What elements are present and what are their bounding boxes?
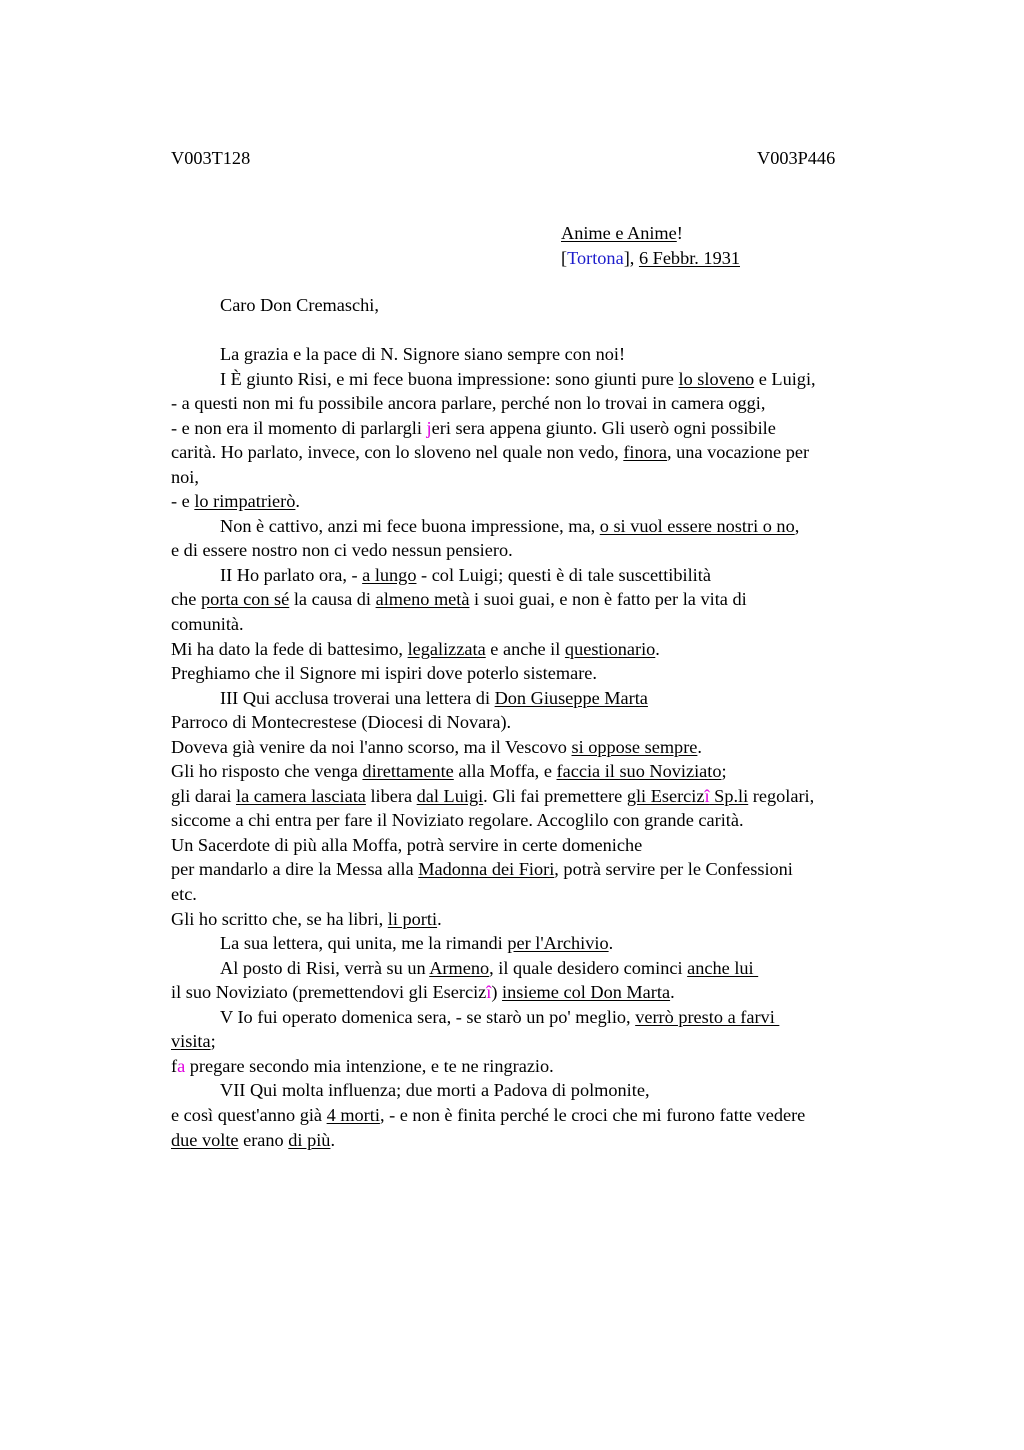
bracket-close: ],	[623, 247, 635, 268]
body-line	[171, 1128, 911, 1153]
text-run: che	[171, 589, 201, 610]
body-line	[171, 1029, 911, 1054]
text-run: ;	[721, 761, 727, 782]
underlined-phrase: almeno metà	[375, 589, 470, 610]
text-run: V Io fui operato domenica sera, - se starò un po' meglio,	[220, 1006, 636, 1027]
text-run: e di essere nostro non ci vedo nessun pensiero.	[171, 540, 513, 561]
underlined-phrase: Madonna dei Fiori	[418, 859, 555, 880]
underlined-phrase: la camera lasciata	[235, 785, 366, 806]
underlined-phrase	[627, 786, 748, 806]
text-run: gli Eserciz	[626, 785, 705, 806]
body-line	[171, 342, 911, 367]
underlined-phrase: lo sloveno	[678, 368, 755, 389]
text-run: , una vocazione per	[666, 442, 810, 463]
text-run: Gli ho risposto che venga	[171, 761, 363, 782]
text-run: etc.	[171, 884, 197, 905]
text-run: ;	[210, 1031, 216, 1052]
underlined-phrase: visita	[171, 1031, 211, 1052]
text-run: per mandarlo a dire la Messa alla	[171, 859, 419, 880]
title-line	[561, 221, 740, 246]
text-run: pregare secondo mia intenzione, e te ne ringrazio.	[185, 1055, 554, 1076]
text-run: .	[655, 638, 660, 659]
text-run: Sp.li	[709, 785, 749, 806]
body-line	[171, 759, 911, 784]
text-run: carità. Ho parlato, invece, con lo sloveno nel quale non vedo,	[171, 442, 624, 463]
body-line	[171, 489, 911, 514]
text-run: Doveva già venire da noi l'anno scorso, ma il Vescovo	[171, 736, 572, 757]
body-line	[171, 391, 911, 416]
body-line	[171, 686, 911, 711]
title-block	[561, 221, 740, 270]
underlined-phrase: a lungo	[362, 564, 417, 585]
body-line	[171, 907, 911, 932]
text-run: Preghiamo che il Signore mi ispiri dove poterlo sistemare.	[171, 663, 597, 684]
text-run: - col Luigi; questi è di tale suscettibilità	[416, 564, 711, 585]
text-run: .	[608, 933, 614, 954]
place-name: Tortona	[567, 247, 624, 268]
underlined-phrase: porta con sé	[200, 589, 290, 610]
body-line	[171, 538, 911, 563]
underlined-phrase: finora	[623, 442, 667, 463]
text-run: , - e non è finita perché le croci che mi furono fatte vedere	[379, 1104, 806, 1125]
body-line	[171, 980, 911, 1005]
text-run: I È giunto Risi, e mi fece buona impressione: sono giunti pure	[220, 368, 679, 389]
body-line	[171, 367, 911, 392]
body-line	[171, 440, 911, 465]
bracket-open: [	[561, 247, 568, 268]
document-code-left: V003T128	[171, 148, 251, 168]
letter-date: 6 Febbr. 1931	[638, 247, 740, 268]
text-run: regolari,	[748, 785, 815, 806]
text-run: noi,	[171, 466, 199, 487]
editorial-mark: î	[704, 785, 710, 806]
text-run: La sua lettera, qui unita, me la rimandi	[220, 933, 508, 954]
text-run: III Qui acclusa troverai una lettera di	[220, 687, 495, 708]
title-heading: Anime e Anime	[561, 223, 677, 243]
text-run: - a questi non mi fu possibile ancora parlare, perché non lo trovai in camera oggi,	[171, 393, 766, 414]
text-run: il suo Noviziato (premettendovi gli Eserciz	[171, 982, 487, 1003]
text-run: f	[171, 1055, 178, 1076]
body-line	[171, 637, 911, 662]
text-run: Gli ho scritto che, se ha libri,	[171, 908, 388, 929]
text-run: .	[670, 982, 675, 1003]
text-run: i suoi guai, e non è fatto per la vita di	[469, 589, 747, 610]
text-run: Al posto di Risi, verrà su un	[220, 957, 430, 978]
underlined-phrase: Armeno	[429, 957, 490, 978]
underlined-phrase: anche lui	[687, 957, 759, 978]
title-exclaim: !	[676, 223, 683, 243]
body-line	[171, 956, 911, 981]
body-line	[171, 1078, 911, 1103]
text-run: comunità.	[171, 614, 244, 635]
underlined-phrase: questionario	[564, 638, 656, 659]
text-run: , il quale desidero cominci	[489, 957, 688, 978]
text-run: .	[295, 491, 300, 512]
text-run: e Luigi,	[754, 368, 816, 389]
underlined-phrase: 4 morti	[326, 1104, 380, 1125]
body-line	[171, 661, 911, 686]
text-run: siccome a chi entra per fare il Noviziato regolare. Accoglilo con grande carità.	[171, 810, 744, 831]
underlined-phrase: di più	[288, 1129, 331, 1150]
body-line	[171, 833, 911, 858]
text-run: e così quest'anno già	[171, 1104, 327, 1125]
text-run: .	[437, 908, 442, 929]
text-run: - e	[171, 491, 195, 512]
body-line	[171, 1054, 911, 1079]
body-line	[171, 857, 911, 882]
place-date-line	[561, 246, 740, 271]
text-run: .	[330, 1129, 336, 1150]
text-run: VII Qui molta influenza; due morti a Padova di polmonite,	[220, 1080, 650, 1101]
underlined-phrase: per l'Archivio	[507, 933, 609, 954]
text-run: erano	[238, 1129, 289, 1150]
text-run: alla Moffa, e	[453, 761, 557, 782]
text-run: la causa di	[289, 589, 376, 610]
body-line	[171, 1103, 911, 1128]
salutation: Caro Don Cremaschi,	[220, 295, 379, 315]
text-run: La grazia e la pace di N. Signore siano sempre con noi!	[220, 344, 626, 364]
text-run: eri sera appena giunto. Gli userò ogni possibile	[431, 417, 776, 438]
text-run: gli darai	[171, 785, 236, 806]
body-line	[171, 784, 911, 809]
underlined-phrase: direttamente	[362, 761, 454, 782]
text-run: .	[697, 736, 702, 757]
underlined-phrase: si oppose sempre	[571, 736, 698, 757]
underlined-phrase: legalizzata	[407, 638, 486, 659]
underlined-phrase: lo rimpatrierò	[194, 491, 296, 512]
body-line	[171, 416, 911, 441]
text-run: Parroco di Montecrestese (Diocesi di Novara).	[171, 712, 512, 733]
text-run: libera	[365, 785, 417, 806]
body-line	[171, 612, 911, 637]
underlined-phrase: o si vuol essere nostri o no	[599, 515, 795, 536]
editorial-mark: î	[486, 982, 492, 1003]
text-run: , potrà servire per le Confessioni	[554, 859, 793, 880]
body-line	[171, 514, 911, 539]
text-run: - e non era il momento di parlargli	[171, 417, 427, 438]
text-run: II Ho parlato ora, -	[220, 564, 363, 585]
body-line	[171, 931, 911, 956]
text-run: . Gli fai premettere	[483, 785, 627, 806]
underlined-phrase: due volte	[171, 1129, 239, 1150]
body-line	[171, 587, 911, 612]
underlined-phrase: dal Luigi	[416, 785, 484, 806]
underlined-phrase: insieme col Don Marta	[502, 982, 671, 1003]
body-line	[171, 1005, 911, 1030]
underlined-phrase: verrò presto a farvi	[635, 1006, 780, 1027]
editorial-mark: j	[426, 417, 432, 438]
page-code-right: V003P446	[757, 148, 836, 168]
body-line	[171, 882, 911, 907]
text-run: Mi ha dato la fede di battesimo,	[171, 638, 408, 659]
body-line	[171, 563, 911, 588]
underlined-phrase: faccia il suo Noviziato	[556, 761, 722, 782]
body-line	[171, 465, 911, 490]
body-line	[171, 735, 911, 760]
text-run: )	[491, 982, 503, 1003]
letter-body	[171, 342, 911, 1152]
body-line	[171, 710, 911, 735]
underlined-phrase: li porti	[387, 908, 438, 929]
body-line	[171, 808, 911, 833]
text-run: Non è cattivo, anzi mi fece buona impressione, ma,	[220, 515, 600, 536]
text-run: e anche il	[485, 638, 565, 659]
editorial-mark: a	[177, 1055, 186, 1076]
text-run: Un Sacerdote di più alla Moffa, potrà servire in certe domeniche	[171, 834, 643, 855]
underlined-phrase: Don Giuseppe Marta	[494, 687, 648, 708]
text-run: ,	[794, 515, 800, 536]
